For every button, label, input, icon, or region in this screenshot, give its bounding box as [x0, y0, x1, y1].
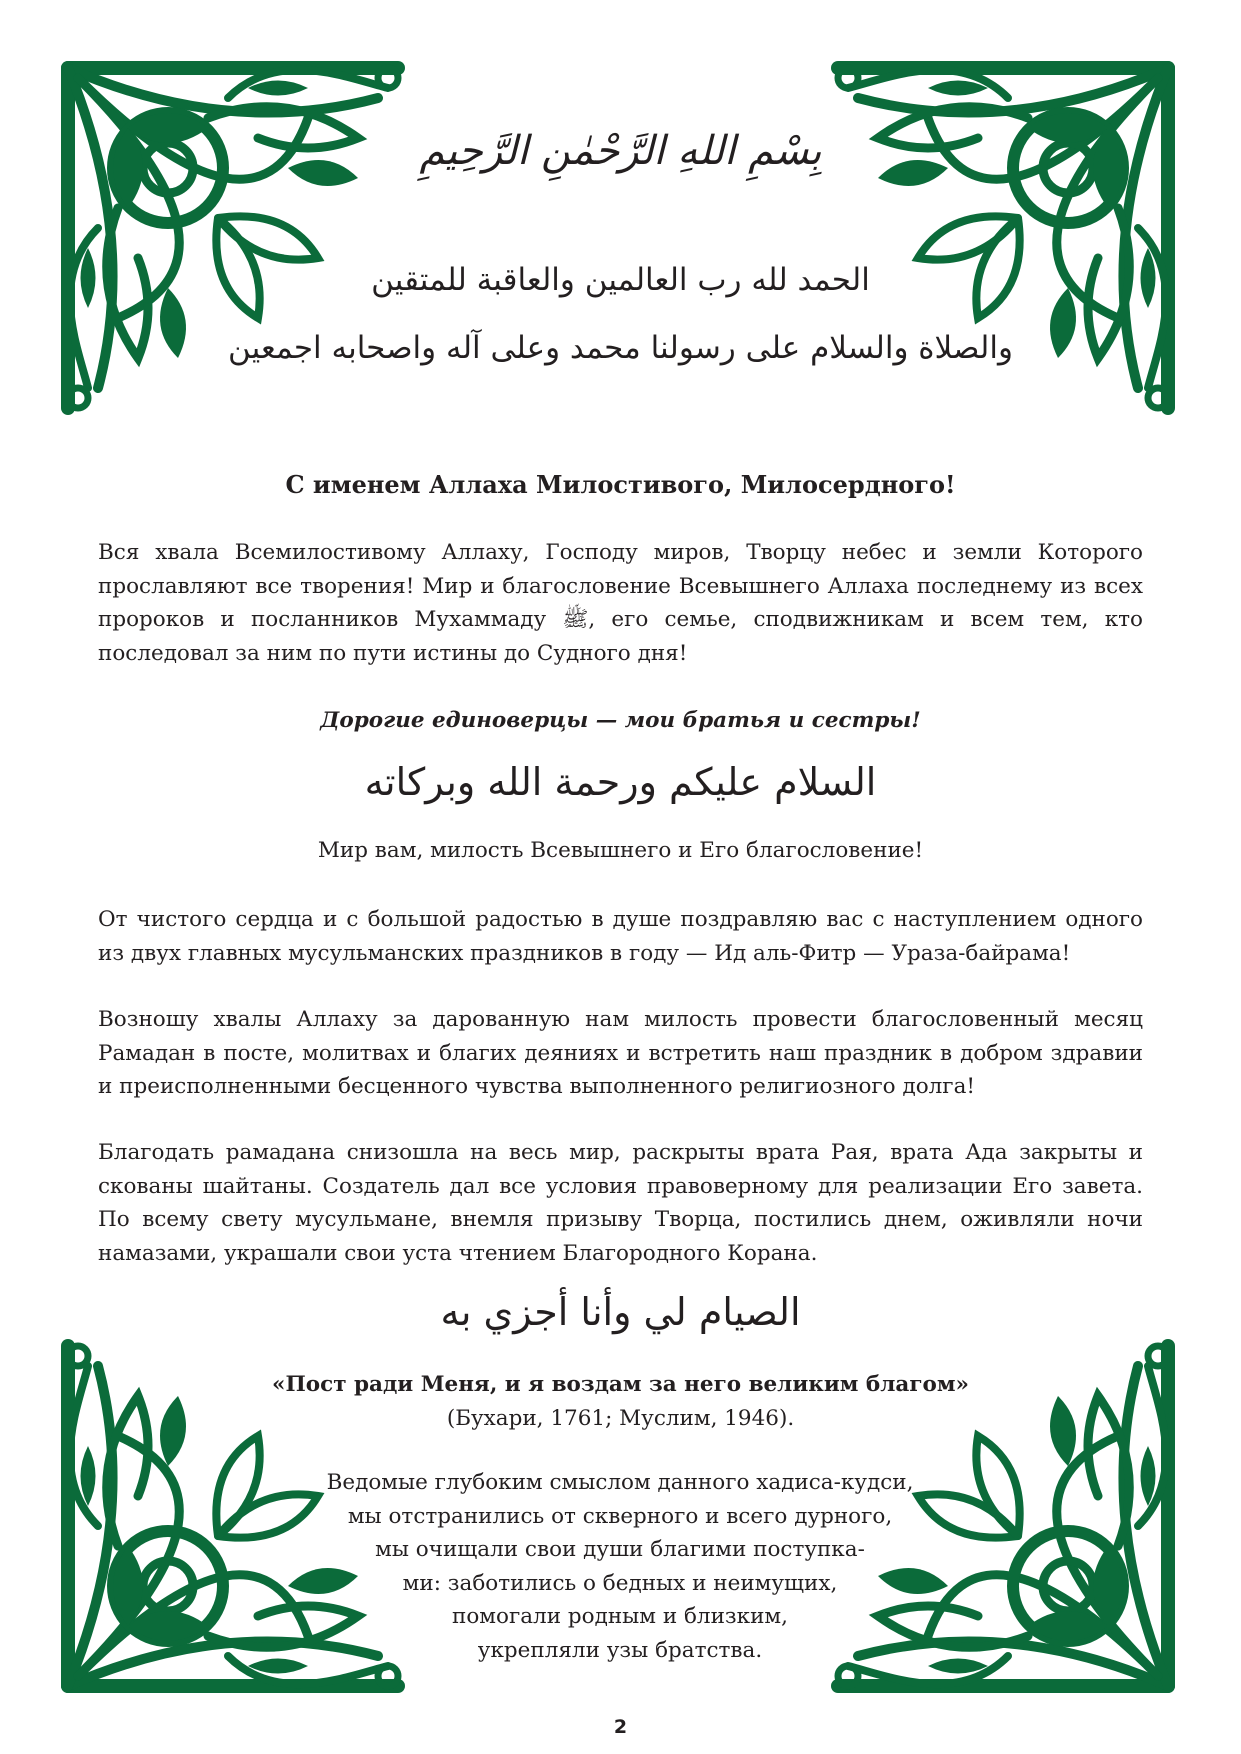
intro-paragraph: Вся хвала Всемилостивому Аллаху, Господу миров, Творцу небес и земли Которого прославляют все творения! Мир и благословение Всевышнего Аллаха последнему из всех пророков и посланников Мухаммаду ﷺ, его семье, сподвижникам и всем тем, кто последовал за ним по пути истины до Судного дня! — [98, 540, 1143, 666]
closing-line: укрепляли узы братства. — [477, 1637, 763, 1663]
greeting-line: Дорогие единоверцы — мои братья и сестры! — [320, 708, 921, 733]
closing-block — [320, 1466, 920, 1667]
closing-line: мы отстранились от скверного и всего дурного, — [347, 1503, 893, 1529]
hadith-source: (Бухари, 1761; Муслим, 1946). — [446, 1406, 795, 1431]
closing-line: ми: заботились о бедных и неимущих, — [402, 1570, 838, 1596]
arabic-blessing-line: والصلاة والسلام على رسولنا محمد وعلى آله واصحابه اجمعين — [228, 330, 1013, 366]
ramadan-paragraph: Благодать рамадана снизошла на весь мир, раскрыты врата Рая, врата Ада закрыты и скованы шайтаны. Создатель дал все условия правоверному для реализации Его завета. По всему свету мусульмане, внемля призыву Творца, постились днем, оживляли ночи намазами, украшали свои уста чтением Благородного Корана. — [98, 1140, 1143, 1266]
arabic-salam: السلام عليكم ورحمة الله وبركاته — [364, 760, 877, 804]
praise-paragraph: Возношу хвалы Аллаху за дарованную нам милость провести благословенный месяц Рамадан в посте, молитвах и благих деяниях и встретить наш праздник в добром здравии и преисполненными бесценного чувства выполненного религиозного долга! — [98, 1007, 1143, 1099]
salam-translation: Мир вам, милость Всевышнего и Его благословение! — [317, 838, 924, 863]
page-number: 2 — [613, 1716, 628, 1738]
page-heading: С именем Аллаха Милостивого, Милосердного! — [285, 470, 956, 499]
arabic-praise-line: الحمد لله رب العالمين والعاقبة للمتقين — [371, 262, 870, 298]
corner-ornament-top-right-icon — [818, 58, 1178, 428]
arabic-hadith: الصيام لي وأنا أجزي به — [440, 1290, 801, 1334]
basmala-calligraphy: بِسْمِ اللهِ الرَّحْمٰنِ الرَّحِيمِ — [419, 128, 822, 174]
congratulation-paragraph: От чистого сердца и с большой радостью в душе поздравляю вас с наступлением одного из двух главных мусульманских праздников в году — Ид аль-Фитр — Ураза-байрама! — [98, 907, 1143, 966]
hadith-translation: «Пост ради Меня, и я воздам за него великим благом» — [272, 1372, 969, 1397]
closing-line: мы очищали свои души благими поступка- — [375, 1537, 865, 1562]
corner-ornament-top-left-icon — [58, 58, 418, 428]
closing-line: Ведомые глубоким смыслом данного хадиса-кудси, — [326, 1470, 914, 1495]
closing-line: помогали родным и близким, — [452, 1604, 788, 1629]
